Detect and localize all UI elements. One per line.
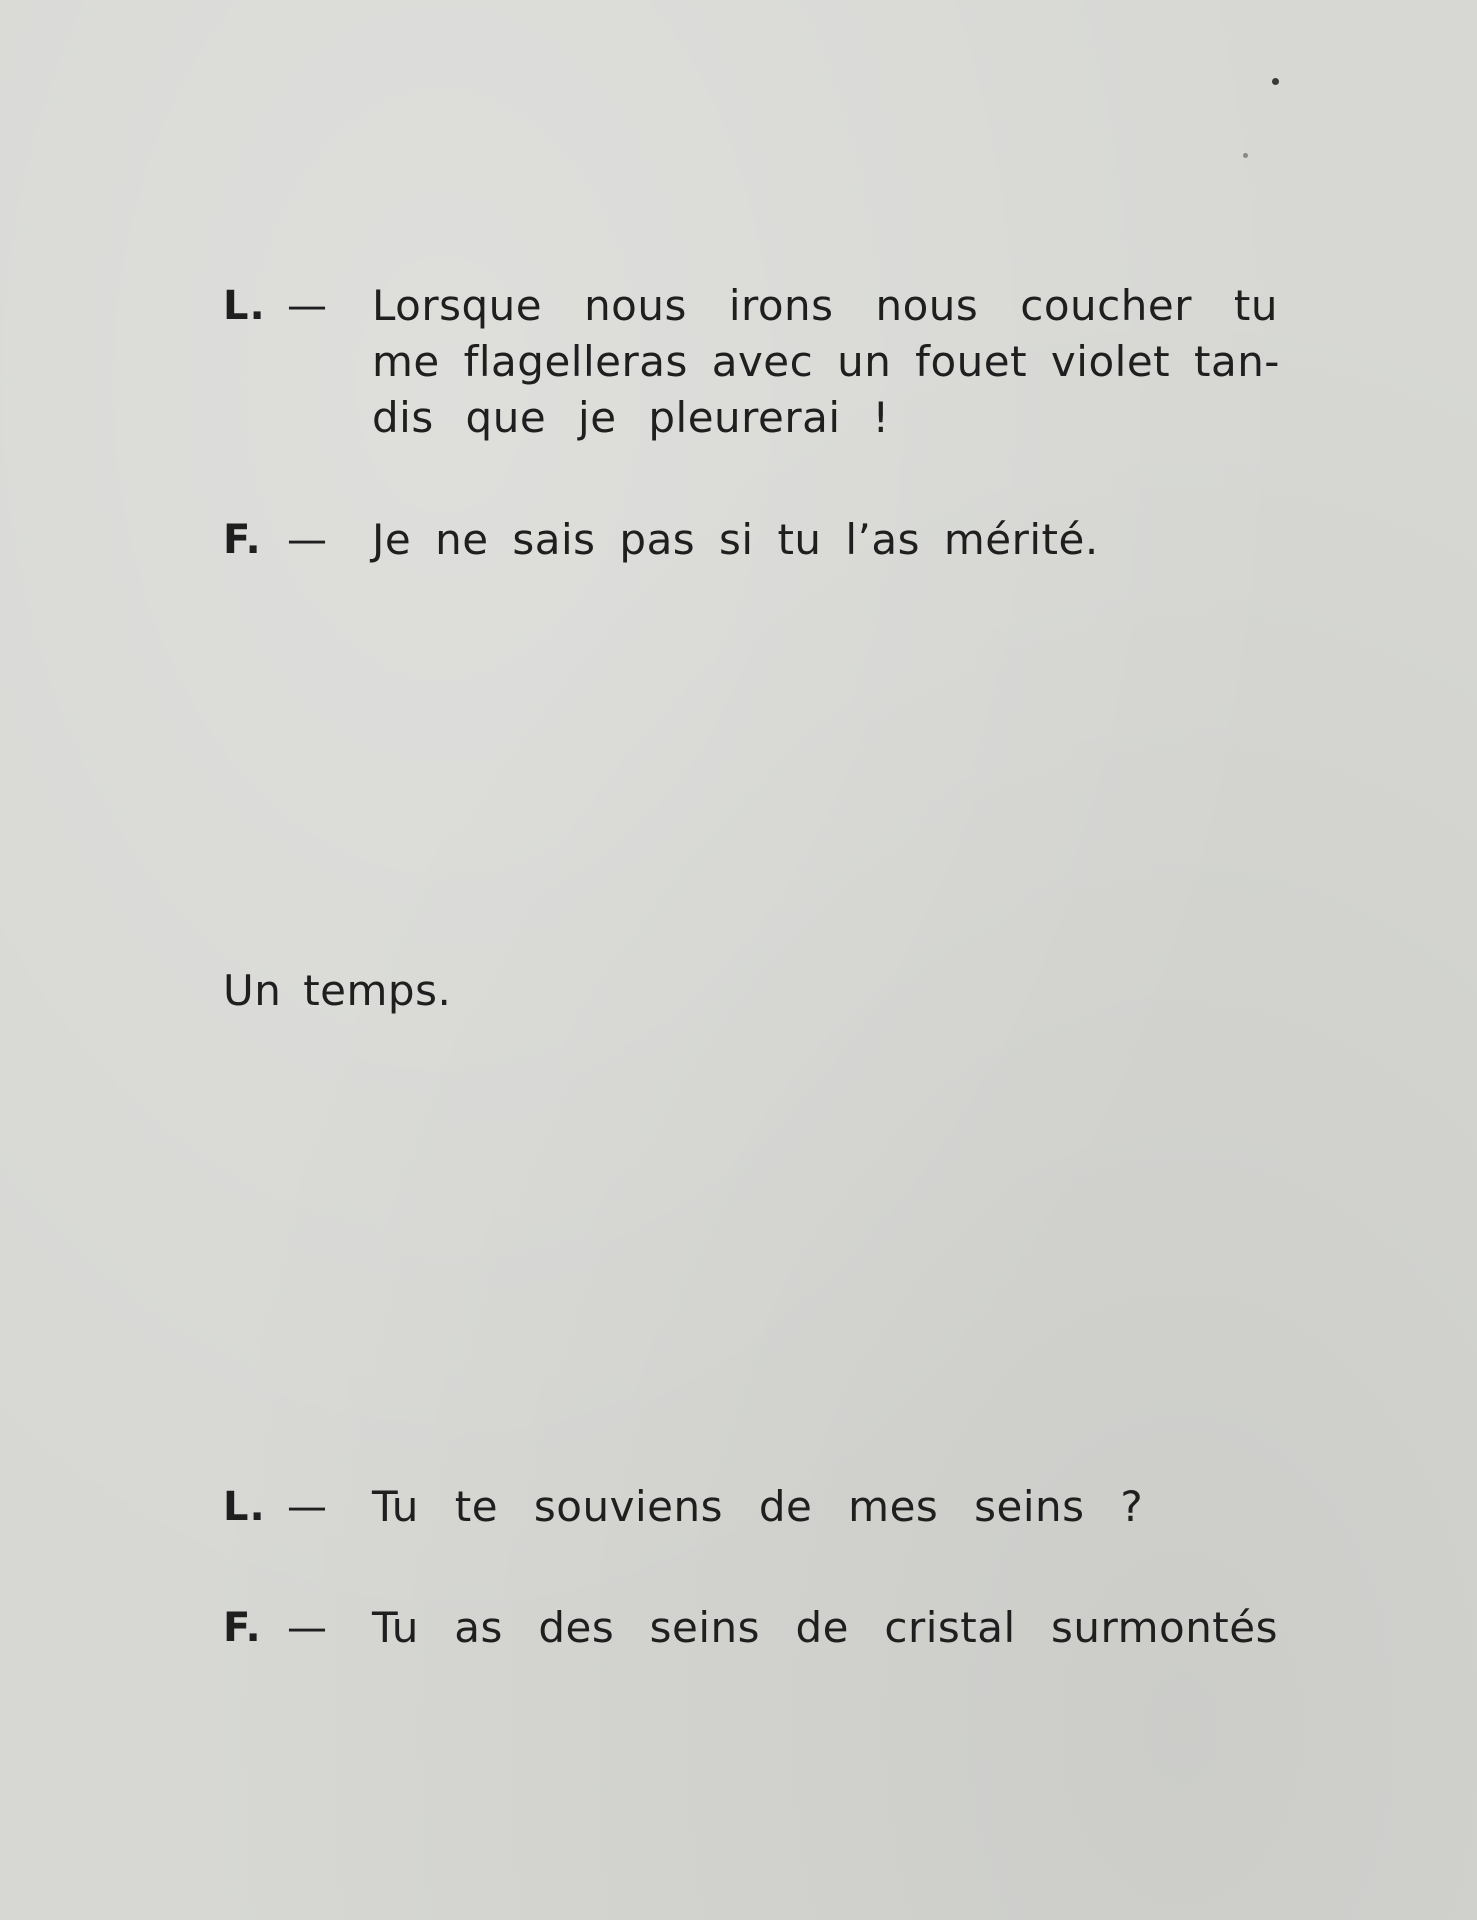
em-dash: — [287, 1484, 328, 1530]
dialogue-line: me flagelleras avec un fouet violet tan- [372, 337, 1280, 386]
dialogue-line: Tu te souviens de mes seins ? [372, 1482, 1144, 1531]
dialogue-line: dis que je pleurerai ! [372, 393, 890, 442]
em-dash: — [287, 517, 328, 563]
em-dash: — [287, 1605, 328, 1651]
stage-direction: Un temps. [223, 966, 452, 1015]
speaker-label: F. [223, 1605, 262, 1651]
ink-speck [1243, 153, 1248, 158]
em-dash: — [287, 283, 328, 329]
dialogue-line: Tu as des seins de cristal surmontés [372, 1603, 1278, 1652]
speaker-label: L. [223, 283, 266, 329]
dialogue-line: Lorsque nous irons nous coucher tu [372, 281, 1278, 330]
dialogue-line: Je ne sais pas si tu l’as mérité. [372, 515, 1099, 564]
speaker-label: F. [223, 517, 262, 563]
speaker-label: L. [223, 1484, 266, 1530]
ink-speck [1272, 78, 1279, 85]
